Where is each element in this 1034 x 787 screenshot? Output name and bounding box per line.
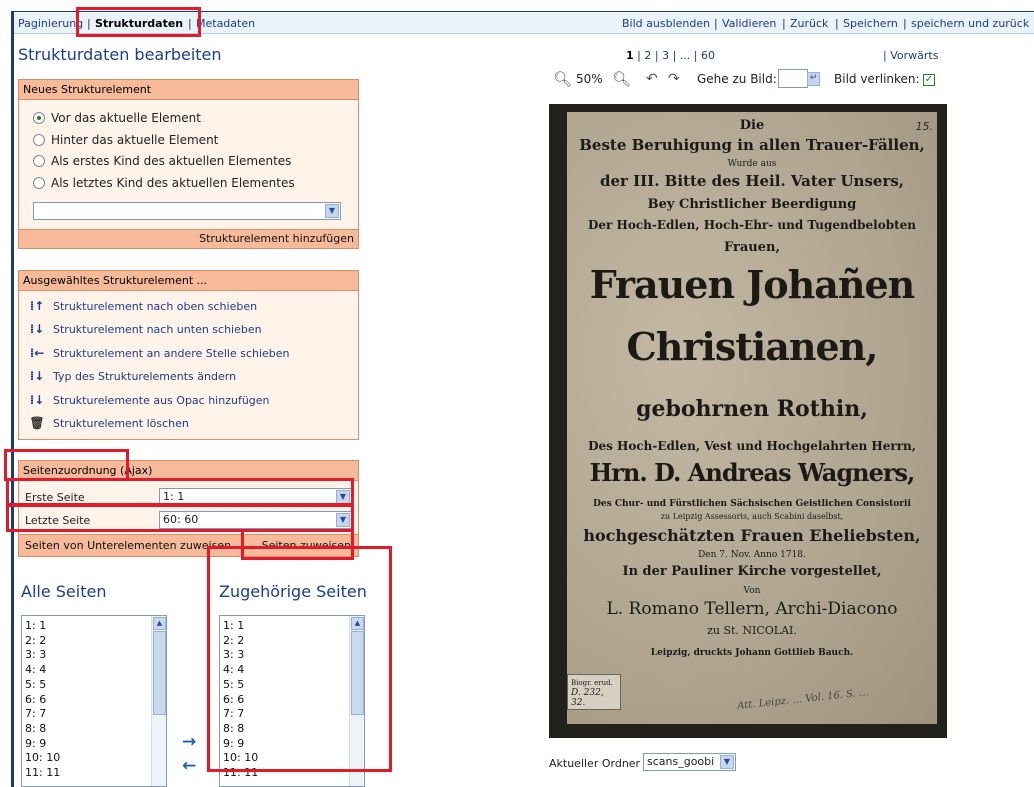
- scan-image: [549, 104, 947, 738]
- move-elsewhere-action[interactable]: [29, 344, 290, 362]
- move-up-action[interactable]: [29, 297, 257, 315]
- radio-button[interactable]: [33, 155, 45, 167]
- scroll-up-icon[interactable]: ▲: [153, 617, 166, 630]
- pager-separator: |: [654, 49, 663, 62]
- rotate-right-icon[interactable]: ↷: [668, 71, 680, 87]
- scan-line: Christianen,: [626, 324, 878, 369]
- tab-strukturdaten-label: Strukturdaten: [95, 17, 184, 30]
- list-item[interactable]: 1: 1: [223, 619, 245, 632]
- selected-element-panel: [18, 270, 359, 440]
- nav-separator: |: [188, 17, 192, 30]
- scan-line: Des Hoch-Edlen, Vest und Hochgelahrten Herrn,: [588, 439, 916, 453]
- selected-element-panel-title: Ausgewähltes Strukturelement ...: [19, 271, 358, 291]
- radio-last-child[interactable]: [33, 175, 295, 193]
- pager-page[interactable]: 2: [644, 49, 652, 62]
- list-item[interactable]: 7: 7: [25, 707, 47, 721]
- link-image-checkbox[interactable]: [923, 71, 935, 86]
- assigned-pages-list[interactable]: [219, 615, 365, 787]
- move-down-icon: ⁞↓: [29, 322, 45, 336]
- zoom-in-icon[interactable]: 🔍︎: [612, 70, 632, 88]
- page-assignment-title: Seitenzuordnung (Ajax): [19, 461, 358, 481]
- remove-page-arrow-icon[interactable]: ←: [182, 756, 197, 776]
- chevron-down-icon[interactable]: ▼: [720, 755, 734, 769]
- save-and-back-link[interactable]: speichern und zurück: [911, 17, 1030, 30]
- tab-strukturdaten[interactable]: [95, 17, 183, 30]
- list-item[interactable]: 8: 8: [25, 721, 47, 735]
- all-pages-items: [25, 619, 60, 781]
- pager-separator: |: [693, 49, 701, 62]
- list-item[interactable]: 4: 4: [223, 663, 245, 677]
- add-element-button[interactable]: Strukturelement hinzufügen: [199, 232, 354, 245]
- tab-paginierung[interactable]: Paginierung: [18, 17, 84, 30]
- scan-line: Bey Christlicher Beerdigung: [647, 197, 857, 212]
- scan-line: Den 7. Nov. Anno 1718.: [698, 550, 806, 560]
- nav-separator: |: [87, 17, 91, 30]
- action-label: Typ des Strukturelements ändern: [53, 370, 237, 383]
- scan-page: [567, 112, 937, 724]
- zoom-out-icon[interactable]: 🔍︎: [553, 70, 573, 88]
- first-page-select[interactable]: [159, 488, 352, 506]
- action-label: Strukturelement an andere Stelle schieben: [53, 347, 290, 360]
- first-page-label: Erste Seite: [25, 491, 85, 504]
- validate-link[interactable]: Validieren: [722, 17, 777, 30]
- action-label: Strukturelement löschen: [53, 417, 189, 430]
- pager-page[interactable]: 60: [700, 49, 715, 62]
- change-type-action[interactable]: [29, 367, 236, 385]
- radio-label: Hinter das aktuelle Element: [51, 133, 219, 147]
- scan-line: Des Chur- und Fürstlichen Sächsischen Geistlichen Consistorii: [593, 499, 911, 509]
- delete-element-action[interactable]: [29, 414, 189, 432]
- list-item[interactable]: 5: 5: [25, 677, 47, 691]
- scan-line: In der Pauliner Kirche vorgestellet,: [622, 564, 882, 579]
- page-assignment-footer: [19, 534, 358, 556]
- radio-label: Vor das aktuelle Element: [51, 111, 201, 125]
- list-item[interactable]: 1: 1: [25, 619, 47, 632]
- opac-add-icon: ⁞↓: [29, 393, 45, 407]
- scan-line: zu St. NICOLAI.: [707, 624, 797, 637]
- hide-image-link[interactable]: Bild ausblenden: [622, 17, 711, 30]
- radio-button[interactable]: [33, 112, 45, 124]
- forward-link[interactable]: | Vorwärts: [883, 49, 939, 62]
- list-item[interactable]: 3: 3: [25, 648, 47, 662]
- assigned-pages-title: Zugehörige Seiten: [219, 582, 367, 601]
- list-item[interactable]: 6: 6: [223, 692, 245, 706]
- scan-line: Der Hoch-Edlen, Hoch-Ehr- und Tugendbelobten: [587, 218, 916, 232]
- list-item[interactable]: 3: 3: [223, 648, 245, 662]
- scan-line: Wurde aus: [727, 159, 777, 169]
- change-type-icon: ⁞↓: [29, 369, 45, 383]
- chevron-down-icon[interactable]: ▼: [336, 490, 350, 504]
- move-up-icon: ⁞↑: [29, 299, 45, 313]
- last-page-label: Letzte Seite: [25, 514, 91, 527]
- radio-first-child[interactable]: [33, 153, 291, 171]
- save-link[interactable]: Speichern: [843, 17, 898, 30]
- trash-icon: 🗑: [29, 416, 45, 430]
- current-folder-select[interactable]: [643, 753, 736, 771]
- all-pages-list[interactable]: [21, 615, 167, 787]
- first-page-value: 1: 1: [163, 490, 185, 503]
- list-item[interactable]: 11: 11: [223, 766, 259, 780]
- last-page-value: 60: 60: [163, 513, 199, 526]
- image-pager: [626, 49, 715, 62]
- move-down-action[interactable]: [29, 320, 262, 338]
- chevron-down-icon[interactable]: ▼: [336, 513, 350, 527]
- all-pages-title: Alle Seiten: [21, 582, 107, 601]
- assigned-pages-items: [223, 619, 258, 781]
- nav-separator: |: [903, 17, 907, 30]
- nav-separator: |: [835, 17, 839, 30]
- scrollbar[interactable]: [151, 616, 166, 786]
- assign-pages-button[interactable]: Seiten zuweisen: [261, 539, 351, 552]
- page-title: Strukturdaten bearbeiten: [18, 45, 222, 64]
- action-label: Strukturelement nach oben schieben: [53, 300, 258, 313]
- pager-ellipsis: ...: [679, 49, 691, 62]
- tab-metadaten[interactable]: Metadaten: [196, 17, 256, 30]
- element-type-select[interactable]: [33, 202, 341, 220]
- forward-link-label: Vorwärts: [890, 49, 939, 62]
- list-item[interactable]: 2: 2: [223, 633, 245, 647]
- new-element-footer: [19, 229, 358, 248]
- check-icon: ✓: [924, 74, 934, 85]
- pager-page-current[interactable]: 1: [626, 49, 634, 62]
- opac-add-action[interactable]: [29, 391, 270, 409]
- list-item[interactable]: 4: 4: [25, 663, 47, 677]
- goto-image-label: Gehe zu Bild:: [697, 72, 777, 86]
- action-label: Strukturelemente aus Opac hinzufügen: [53, 394, 270, 407]
- handwritten-note: Att. Leipz. … Vol. 16. S. …: [736, 687, 870, 712]
- back-link[interactable]: Zurück: [790, 17, 829, 30]
- link-image-label: Bild verlinken:: [834, 72, 920, 86]
- scan-line: Leipzig, druckts Johann Gottlieb Bauch.: [650, 648, 854, 658]
- move-left-icon: ⁞←: [29, 346, 45, 360]
- scan-line: zu Leipzig Assessoris, auch Scabini daselbst,: [660, 512, 844, 521]
- scan-line: Frauen Johañen: [589, 262, 915, 307]
- scan-line: Beste Beruhigung in allen Trauer-Fällen,: [579, 136, 925, 154]
- radio-after-current[interactable]: [33, 132, 218, 150]
- list-item[interactable]: 10: 10: [25, 751, 61, 765]
- add-page-arrow-icon[interactable]: →: [182, 732, 197, 752]
- new-element-panel-title: Neues Strukturelement: [19, 80, 358, 100]
- chevron-down-icon[interactable]: ▼: [325, 204, 339, 218]
- list-item[interactable]: 8: 8: [223, 721, 245, 735]
- library-label-line: D. 232, 32.: [571, 688, 604, 708]
- goto-image-input[interactable]: [778, 69, 808, 88]
- radio-label: Als erstes Kind des aktuellen Elementes: [51, 154, 292, 168]
- scan-line: Die: [739, 118, 765, 133]
- library-label-line: Biogr. erud.: [571, 679, 613, 687]
- scan-line: Hrn. D. Andreas Wagners,: [589, 458, 915, 487]
- current-folder-value: scans_goobi: [647, 755, 715, 768]
- scroll-thumb[interactable]: [351, 631, 364, 715]
- list-item[interactable]: 9: 9: [25, 736, 47, 750]
- nav-separator: |: [782, 17, 786, 30]
- list-item[interactable]: 2: 2: [25, 633, 47, 647]
- list-item[interactable]: 10: 10: [223, 751, 259, 765]
- zoom-level: 50%: [576, 72, 603, 86]
- rotate-left-icon[interactable]: ↶: [646, 71, 658, 87]
- nav-separator: |: [714, 17, 718, 30]
- list-item[interactable]: 11: 11: [25, 766, 61, 780]
- scan-line: L. Romano Tellern, Archi-Diacono: [606, 599, 898, 619]
- scrollbar[interactable]: [349, 616, 364, 786]
- scroll-up-icon[interactable]: ▲: [351, 617, 364, 630]
- last-page-select[interactable]: [159, 511, 352, 529]
- scan-line: hochgeschätzten Frauen Eheliebsten,: [583, 526, 921, 545]
- list-item[interactable]: 5: 5: [223, 677, 245, 691]
- list-item[interactable]: 7: 7: [223, 707, 245, 721]
- action-label: Strukturelement nach unten schieben: [53, 323, 262, 336]
- library-label: [567, 674, 621, 710]
- current-folder-label: Aktueller Ordner: [549, 757, 641, 770]
- pager-page[interactable]: 3: [662, 49, 670, 62]
- scan-page-number: 15.: [915, 120, 933, 133]
- radio-button[interactable]: [33, 177, 45, 189]
- scan-line: Frauen,: [724, 240, 780, 255]
- scroll-thumb[interactable]: [153, 631, 166, 715]
- goto-image-button[interactable]: ↵: [807, 72, 820, 86]
- page-assignment-panel: [18, 460, 359, 557]
- pager-separator: |: [637, 49, 645, 62]
- list-item[interactable]: 9: 9: [223, 736, 245, 750]
- pager-separator: |: [672, 49, 680, 62]
- scan-line: gebohrnen Rothin,: [636, 396, 868, 422]
- scan-line: Von: [743, 586, 761, 596]
- list-item[interactable]: 6: 6: [25, 692, 47, 706]
- assign-subelement-pages-button[interactable]: Seiten von Unterelementen zuweisen: [25, 539, 232, 552]
- new-element-panel: [18, 79, 359, 249]
- radio-label: Als letztes Kind des aktuellen Elementes: [51, 176, 295, 190]
- radio-button[interactable]: [33, 134, 45, 146]
- scan-line: der III. Bitte des Heil. Vater Unsers,: [599, 172, 905, 190]
- radio-before-current[interactable]: [33, 110, 201, 128]
